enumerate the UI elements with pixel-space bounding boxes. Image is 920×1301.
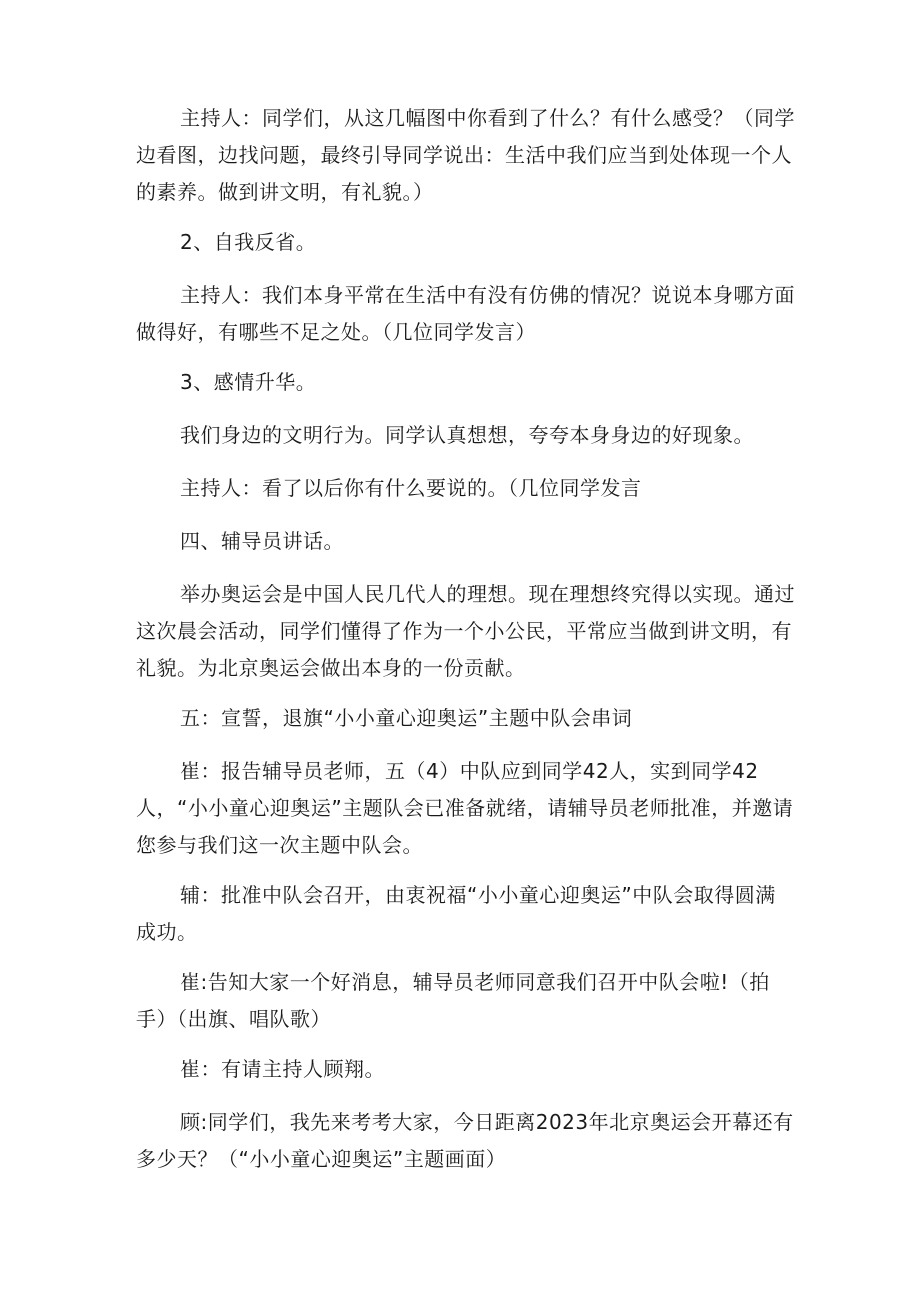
paragraph-host-reflection: 主持人：我们本身平常在生活中有没有仿佛的情况？说说本身哪方面做得好，有哪些不足之处。（几位同学发言） — [136, 283, 795, 344]
paragraph-host-question: 主持人：同学们，从这几幅图中你看到了什么？有什么感受？（同学边看图，边找问题，最终引导同学说出：生活中我们应当到处体现一个人的素养。做到讲文明，有礼貌。） — [136, 106, 795, 204]
paragraph-cui-announce: 崔:告知大家一个好消息，辅导员老师同意我们召开中队会啦!（拍手）（出旗、唱队歌） — [136, 970, 770, 1031]
paragraph-counselor-approve: 辅：批准中队会召开，由衷祝福“小小童心迎奥运”中队会取得圆满成功。 — [136, 883, 776, 944]
document-body — [136, 100, 796, 1191]
paragraph-civil-behavior: 我们身边的文明行为。同学认真想想，夸夸本身身边的好现象。 — [180, 423, 754, 447]
paragraph-gu-question: 顾:同学们，我先来考考大家，今日距离2023年北京奥运会开幕还有多少天？（“小小童心迎奥运”主题画面） — [136, 1110, 794, 1171]
paragraph-host-after: 主持人：看了以后你有什么要说的。（几位同学发言 — [180, 476, 642, 500]
paragraph-heading-oath: 五：宣誓，退旗“小小童心迎奥运”主题中队会串词 — [180, 706, 633, 730]
paragraph-heading-self-reflection: 2、自我反省。 — [180, 230, 317, 254]
paragraph-cui-invite-host: 崔：有请主持人顾翔。 — [180, 1057, 385, 1081]
paragraph-heading-emotion: 3、感情升华。 — [180, 370, 317, 394]
paragraph-heading-counselor-speech: 四、辅导员讲话。 — [180, 529, 344, 553]
paragraph-olympics-speech: 举办奥运会是中国人民几代人的理想。现在理想终究得以实现。通过这次晨会活动，同学们懂得了作为一个小公民，平常应当做到讲文明，有礼貌。为北京奥运会做出本身的一份贡献。 — [136, 582, 795, 680]
paragraph-cui-report: 崔：报告辅导员老师，五（4）中队应到同学42人，实到同学42人，“小小童心迎奥运”主题队会已准备就绪，请辅导员老师批准，并邀请您参与我们这一次主题中队会。 — [136, 759, 794, 857]
